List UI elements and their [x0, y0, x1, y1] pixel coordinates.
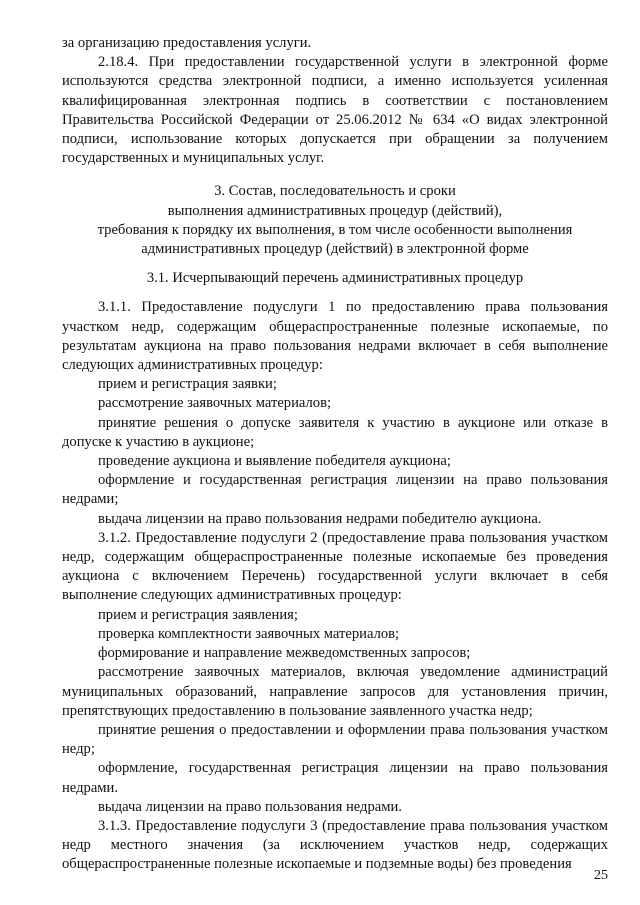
paragraph-3-1-2: 3.1.2. Предоставление подуслуги 2 (предоставление права пользования участком недр, содержащим общераспространенные полезные ископаемые без проведения аукциона с включением Перечень) государственной услуги включает в себя выполнение следующих административных процедур: — [62, 529, 608, 604]
paragraph-3-1-1: 3.1.1. Предоставление подуслуги 1 по предоставлению права пользования участком недр, содержащим общераспространенные полезные ископаемые, по результатам аукциона на право пользования недрами включает в себя выполнение следующих административных процедур: — [62, 299, 608, 374]
list-item: оформление, государственная регистрация лицензии на право пользования недрами. — [62, 760, 608, 796]
section-heading — [62, 182, 608, 259]
list-item: принятие решения о допуске заявителя к участию в аукционе или отказе в допуске к участию в аукционе; — [62, 414, 608, 450]
subsection-heading: 3.1. Исчерпывающий перечень административных процедур — [146, 270, 524, 287]
section-heading-line-3: требования к порядку их выполнения, в том числе особенности выполнения — [97, 221, 573, 238]
document-text — [62, 34, 608, 875]
list-item: прием и регистрация заявки; — [98, 376, 277, 393]
section-heading-line-4: административных процедур (действий) в электронной форме — [141, 241, 529, 258]
paragraph-3-1-3: 3.1.3. Предоставление подуслуги 3 (предоставление права пользования участком недр местного значения (за исключением участков недр, содержащих общераспространенные полезные ископаемые и подземные воды) без проведения — [62, 817, 608, 873]
list-item: проверка комплектности заявочных материалов; — [98, 625, 400, 642]
list-item: проведение аукциона и выявление победителя аукциона; — [98, 453, 451, 470]
list-item: выдача лицензии на право пользования недрами победителю аукциона. — [98, 510, 542, 527]
section-heading-line-1: 3. Состав, последовательность и сроки — [214, 183, 456, 200]
list-item: принятие решения о предоставлении и оформлении права пользования участком недр; — [62, 721, 608, 758]
list-item: оформление и государственная регистрация лицензии на право пользования недрами; — [62, 472, 608, 508]
list-item: рассмотрение заявочных материалов, включая уведомление администраций муниципальных образований, направление запросов для установления причин, препятствующих предоставлению в пользование заявленного участка недр; — [62, 664, 608, 719]
section-heading-line-2: выполнения административных процедур (действий), — [167, 202, 503, 219]
list-item: выдача лицензии на право пользования недрами. — [98, 798, 402, 815]
list-item: формирование и направление межведомственных запросов; — [98, 645, 471, 662]
list-item: рассмотрение заявочных материалов; — [98, 395, 332, 412]
paragraph-2-18-4: 2.18.4. При предоставлении государственной услуги в электронной форме используются средства электронной подписи, а именно используется усиленная квалифицированная электронная подпись в соответствии с постановлением Правительства Российской Федерации от 25.06.2012 № 634 «О видах электронной подписи, использование которых допускается при обращении за получением государственных и муниципальных услуг. — [62, 54, 608, 167]
paragraph-continuation: за организацию предоставления услуги. — [62, 35, 312, 51]
list-item: прием и регистрация заявления; — [98, 606, 298, 623]
page-number: 25 — [594, 868, 608, 883]
